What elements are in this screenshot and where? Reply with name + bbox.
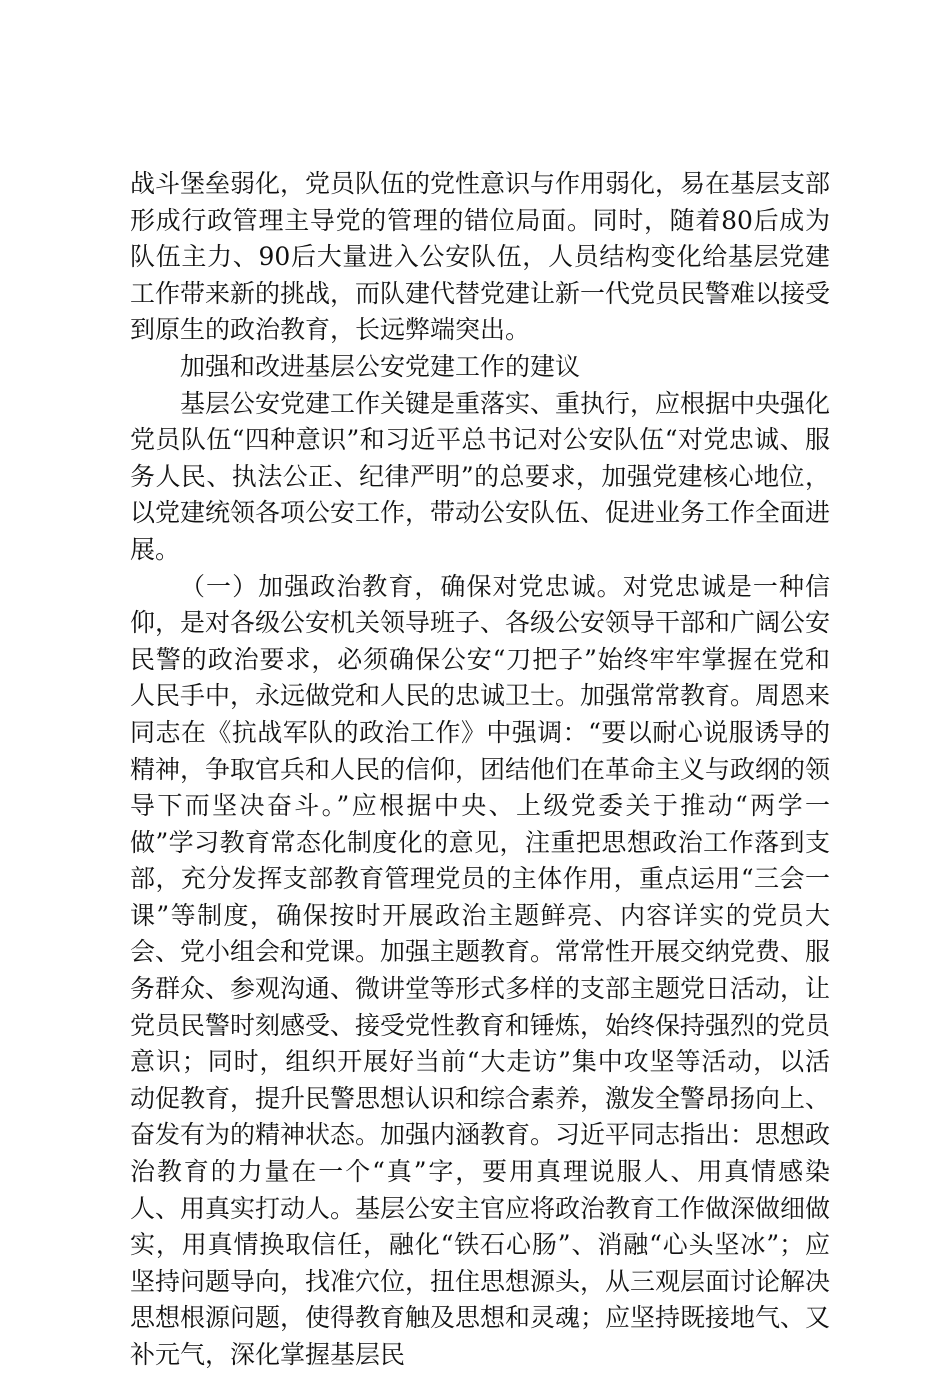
paragraph-intro: 基层公安党建工作关键是重落实、重执行，应根据中央强化党员队伍“四种意识”和习近平总书记对公安队伍“对党忠诚、服务人民、执法公正、纪律严明”的总要求，加强党建核心地位，以党建统领各项公安工作，带动公安队伍、促进业务工作全面进展。 bbox=[130, 388, 831, 564]
paragraph-continuation: 战斗堡垒弱化，党员队伍的党性意识与作用弱化，易在基层支部形成行政管理主导党的管理的错位局面。同时，随着80后成为队伍主力、90后大量进入公安队伍，人员结构变化给基层党建工作带来新的挑战，而队建代替党建让新一代党员民警难以接受到原生的政治教育，长远弊端突出。 bbox=[130, 169, 831, 345]
document-body bbox=[130, 166, 830, 1374]
paragraph-political-education: （一）加强政治教育，确保对党忠诚。对党忠诚是一种信仰，是对各级公安机关领导班子、各级公安领导干部和广阔公安民警的政治要求，必须确保公安“刀把子”始终牢牢掌握在党和人民手中，永远做党和人民的忠诚卫士。加强常常教育。周恩来同志在《抗战军队的政治工作》中强调：“要以耐心说服诱导的精神，争取官兵和人民的信仰，团结他们在革命主义与政纲的领导下而坚决奋斗。”应根据中央、上级党委关于推动“两学一做”学习教育常态化制度化的意见，注重把思想政治工作落到支部，充分发挥支部教育管理党员的主体作用，重点运用“三会一课”等制度，确保按时开展政治主题鲜亮、内容详实的党员大会、党小组会和党课。加强主题教育。常常性开展交纳党费、服务群众、参观沟通、微讲堂等形式多样的支部主题党日活动，让党员民警时刻感受、接受党性教育和锤炼，始终保持强烈的党员意识；同时，组织开展好当前“大走访”集中攻坚等活动，以活动促教育，提升民警思想认识和综合素养，激发全警昂扬向上、奋发有为的精神状态。加强内涵教育。习近平同志指出：思想政治教育的力量在一个“真”字，要用真理说服人、用真情感染人、用真实打动人。基层公安主官应将政治教育工作做深做细做实，用真情换取信任，融化“铁石心肠”、消融“心头坚冰”；应坚持问题导向，找准穴位，扭住思想源头，从三观层面讨论解决思想根源问题，使得教育触及思想和灵魂；应坚持既接地气、又补元气，深化掌握基层民 bbox=[130, 571, 831, 1369]
section-heading: 加强和改进基层公安党建工作的建议 bbox=[180, 351, 581, 381]
